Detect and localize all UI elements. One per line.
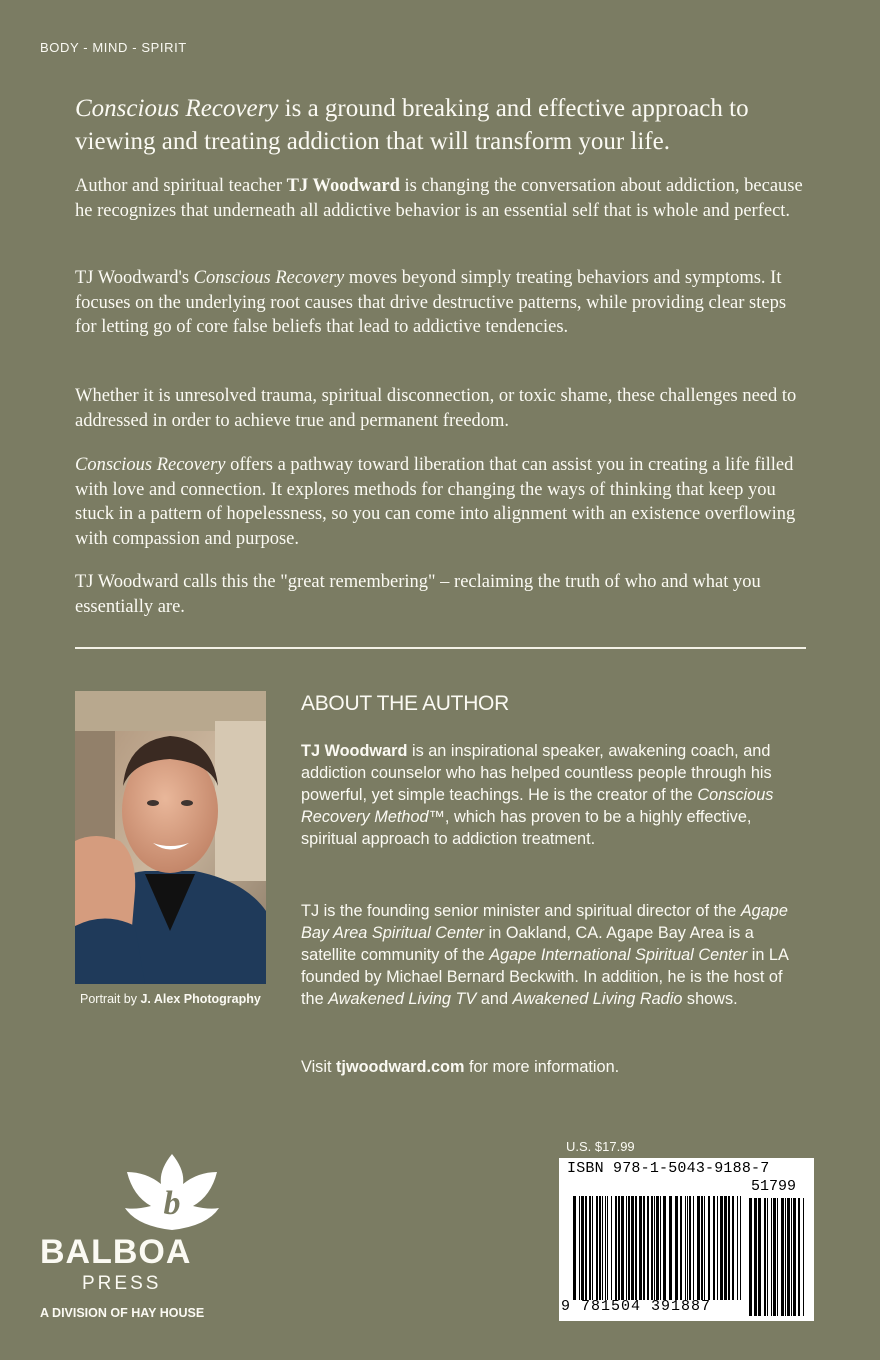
barcode-bar [717, 1196, 718, 1300]
about-paragraph-2: TJ is the founding senior minister and spiritual director of the Agape Bay Area Spiritual Center in Oakland, CA. Agape Bay Area is a satellite community of the Agape International Spiritual Center in LA founded by Michael Bernard Beckwith. In addition, he is the host of the Awakened Living TV and Awakened Living Radio shows. [301, 902, 788, 1008]
about-paragraph-3: Visit tjwoodward.com for more information. [301, 1058, 620, 1076]
logo-mark: b [163, 1185, 181, 1222]
barcode-bar [803, 1198, 804, 1316]
barcode-bar [663, 1196, 666, 1300]
barcode-bar [704, 1196, 705, 1300]
addon-barcode [749, 1198, 807, 1316]
barcode-bar [654, 1196, 655, 1300]
barcode-bar [607, 1196, 608, 1300]
barcode-bar [724, 1196, 727, 1300]
barcode-bar [626, 1196, 627, 1300]
barcode-bar [771, 1198, 772, 1316]
barcode-bar [685, 1196, 686, 1300]
description-paragraph-3: Whether it is unresolved trauma, spiritual disconnection, or toxic shame, these challenges need to addressed in order to achieve true and permanent freedom. [75, 386, 797, 431]
barcode-bar [697, 1196, 700, 1300]
barcode-bar [787, 1198, 790, 1316]
website-link[interactable]: tjwoodward.com [336, 1058, 465, 1076]
barcode-bar [767, 1198, 768, 1316]
category-label: BODY - MIND - SPIRIT [40, 40, 187, 55]
barcode-digits: 9 781504 391887 [561, 1298, 712, 1315]
barcode-bar [618, 1196, 620, 1300]
barcode-bar [781, 1198, 784, 1316]
barcode-bar [754, 1198, 757, 1316]
barcode-bar [728, 1196, 730, 1300]
barcode-bar [798, 1198, 800, 1316]
barcode-bar [602, 1196, 603, 1300]
barcode-bar [585, 1196, 587, 1300]
description-paragraph-2: TJ Woodward's Conscious Recovery moves beyond simply treating behaviors and symptoms. It focuses on the underlying root causes that drive destructive patterns, while providing clear steps for letting go of core false beliefs that lead to addictive tendencies. [75, 268, 787, 337]
barcode-bar [656, 1196, 659, 1300]
barcode-bar [708, 1196, 710, 1300]
barcode-bar [713, 1196, 715, 1300]
barcode-bar [737, 1196, 738, 1300]
author-portrait [75, 691, 266, 984]
barcode-bar [793, 1198, 796, 1316]
description-paragraph-1: Author and spiritual teacher TJ Woodward is changing the conversation about addiction, because he recognizes that underneath all addictive behavior is an essential self that is whole and perfect. [75, 176, 803, 221]
barcode-bar [740, 1196, 741, 1300]
description-paragraph-4: Conscious Recovery offers a pathway toward liberation that can assist you in creating a life filled with love and connection. It explores methods for changing the ways of thinking that keep you stuck in a pattern of hopelessness, so you can come into alignment with an existence overflowing with compassion and purpose. [75, 455, 796, 549]
portrait-image [75, 691, 266, 984]
barcode-bar [599, 1196, 601, 1300]
barcode-bar [687, 1196, 688, 1300]
barcode-bar [639, 1196, 642, 1300]
book-title: Conscious Recovery [75, 95, 279, 122]
barcode-bar [701, 1196, 703, 1300]
addon-code: 51799 [751, 1178, 797, 1195]
barcode-panel [559, 1158, 814, 1321]
ean-barcode [573, 1196, 743, 1300]
barcode-bar [758, 1198, 761, 1316]
isbn-text: ISBN 978-1-5043-9188-7 [567, 1160, 770, 1177]
photo-credit: Portrait by J. Alex Photography [80, 992, 261, 1006]
description-paragraph-5: TJ Woodward calls this the "great remembering" – reclaiming the truth of who and what you essentially are. [75, 572, 761, 617]
barcode-bar [643, 1196, 645, 1300]
barcode-bar [611, 1196, 612, 1300]
barcode-bar [596, 1196, 598, 1300]
publisher-division: A DIVISION OF HAY HOUSE [40, 1306, 205, 1320]
barcode-bar [581, 1196, 584, 1300]
barcode-bar [628, 1196, 630, 1300]
barcode-bar [589, 1196, 591, 1300]
barcode-bar [773, 1198, 776, 1316]
barcode-bar [749, 1198, 752, 1316]
barcode-bar [732, 1196, 734, 1300]
about-paragraph-1: TJ Woodward is an inspirational speaker, awakening coach, and addiction counselor who has helped countless people through his powerful, yet simple teachings. He is the creator of the Conscious Recovery Method™, which has proven to be a highly effective, spiritual approach to addiction treatment. [301, 742, 774, 848]
barcode-bar [791, 1198, 792, 1316]
barcode-bar [605, 1196, 606, 1300]
barcode-bar [693, 1196, 694, 1300]
barcode-bar [621, 1196, 624, 1300]
barcode-bar [777, 1198, 778, 1316]
barcode-bar [651, 1196, 653, 1300]
barcode-bar [669, 1196, 672, 1300]
barcode-bar [579, 1196, 580, 1300]
barcode-bar [675, 1196, 678, 1300]
barcode-bar [631, 1196, 634, 1300]
barcode-bar [785, 1198, 786, 1316]
publisher-sub: PRESS [82, 1273, 162, 1294]
divider [75, 647, 806, 649]
barcode-bar [647, 1196, 649, 1300]
barcode-bar [615, 1196, 617, 1300]
lead-paragraph: Conscious Recovery is a ground breaking and effective approach to viewing and treating addiction that will transform your life. [75, 95, 749, 155]
about-author-heading: ABOUT THE AUTHOR [301, 692, 509, 715]
barcode-bar [592, 1196, 593, 1300]
barcode-bar [660, 1196, 661, 1300]
barcode-bar [689, 1196, 691, 1300]
barcode-bar [720, 1196, 723, 1300]
barcode-bar [635, 1196, 637, 1300]
barcode-bar [573, 1196, 576, 1300]
barcode-bar [764, 1198, 766, 1316]
barcode-bar [680, 1196, 682, 1300]
price-label: U.S. $17.99 [566, 1139, 635, 1154]
publisher-name: BALBOA [40, 1233, 192, 1271]
lotus-icon [72, 1152, 272, 1232]
